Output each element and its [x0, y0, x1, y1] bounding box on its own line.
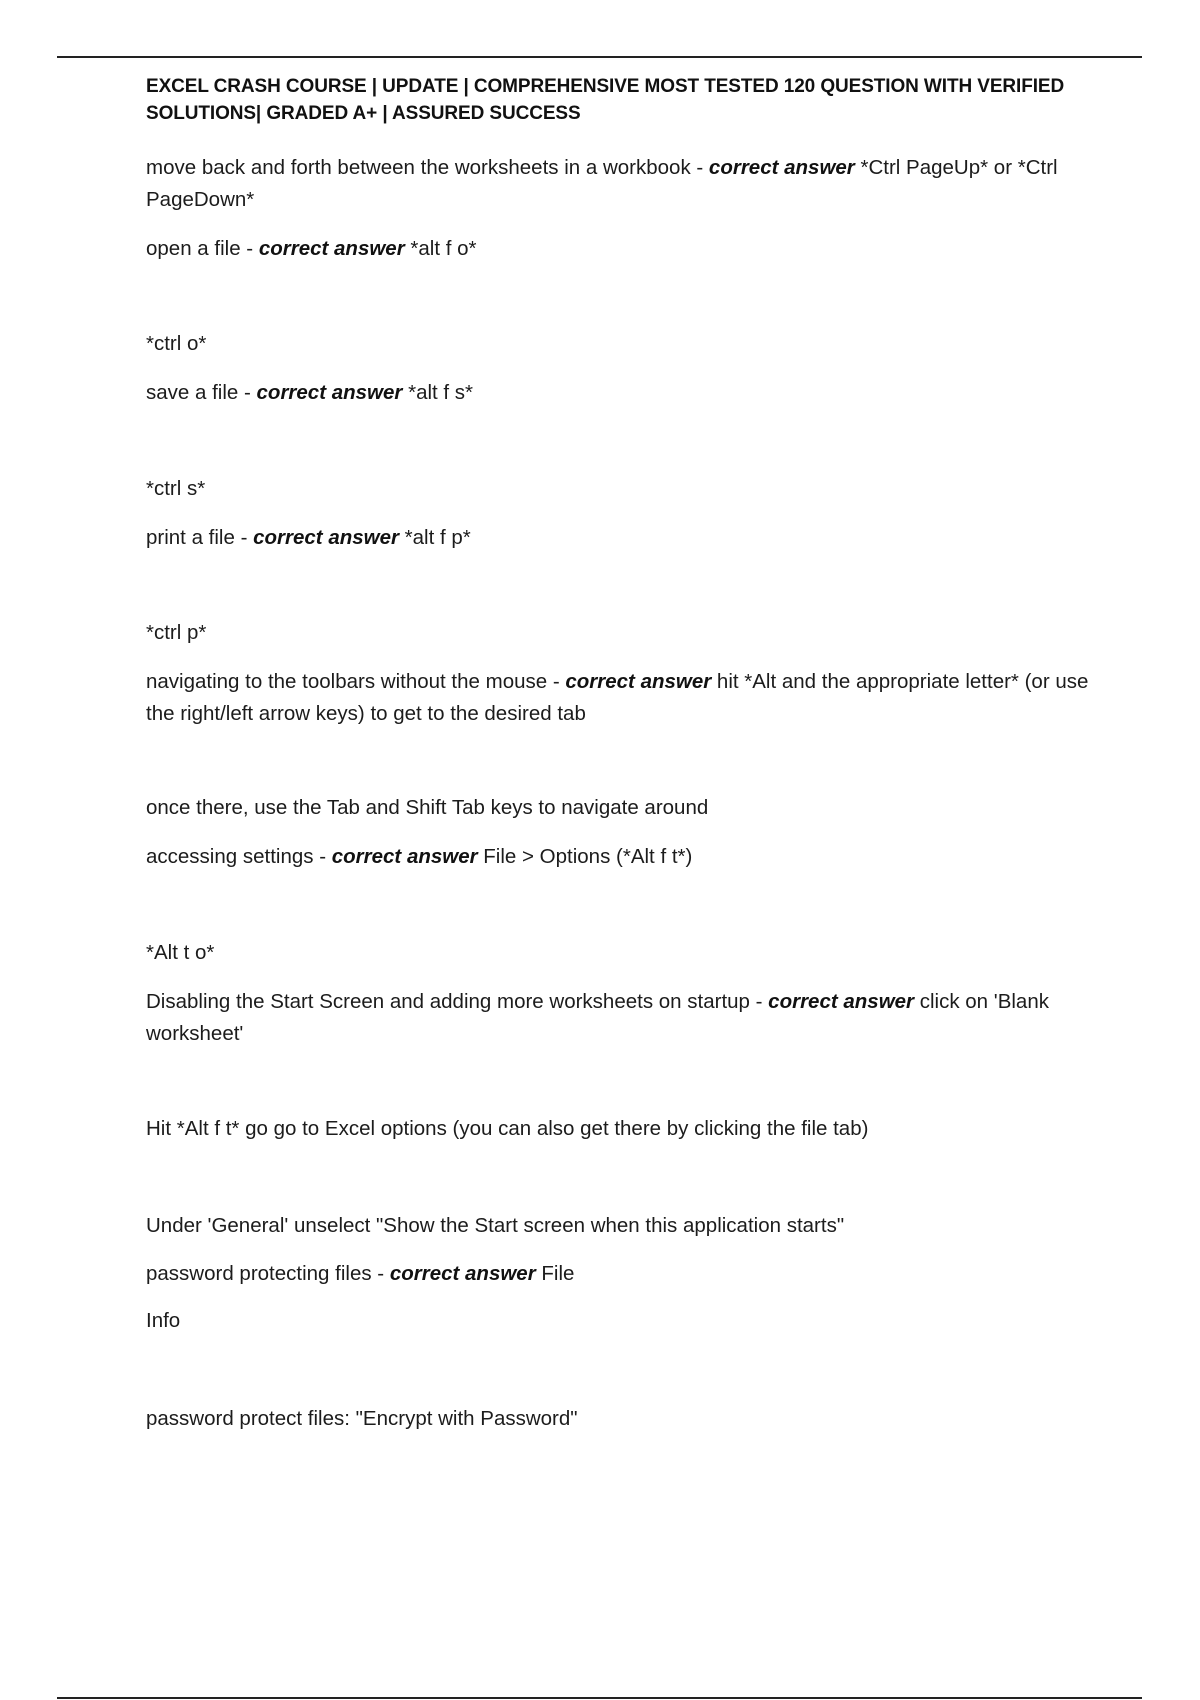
question-text: password protecting files -: [146, 1262, 390, 1285]
entry-password-protect: [146, 1258, 1106, 1290]
question-text: save a file -: [146, 381, 257, 404]
answer-continuation: *ctrl p*: [146, 621, 207, 644]
entry-disable-start-screen: [146, 986, 1106, 1050]
question-text: open a file -: [146, 237, 259, 260]
answer-text: *alt f s*: [402, 381, 474, 404]
top-rule: [57, 56, 1142, 58]
answer-continuation: *ctrl o*: [146, 332, 207, 355]
question-text: Disabling the Start Screen and adding more worksheets on startup -: [146, 990, 769, 1013]
correct-answer-label: correct answer: [331, 845, 478, 868]
question-text: print a file -: [146, 526, 254, 549]
answer-text: *Ctrl PageUp* or *Ctrl PageDown*: [146, 156, 1058, 211]
correct-answer-label: correct answer: [253, 526, 399, 549]
answer-text: *alt f o*: [404, 237, 477, 260]
entry-open-file: [146, 233, 1106, 265]
document-title: EXCEL CRASH COURSE | UPDATE | COMPREHENSIVE MOST TESTED 120 QUESTION WITH VERIFIED SOLUTIONS| GRADED A+ | ASSURED SUCCESS: [146, 76, 1065, 124]
answer-text: click on 'Blank worksheet': [146, 990, 1049, 1045]
answer-continuation: Under 'General' unselect "Show the Start screen when this application starts": [146, 1214, 845, 1237]
answer-continuation: once there, use the Tab and Shift Tab keys to navigate around: [146, 796, 709, 819]
correct-answer-label: correct answer: [708, 156, 855, 179]
answer-continuation: password protect files: "Encrypt with Password": [146, 1407, 578, 1430]
correct-answer-label: correct answer: [768, 990, 915, 1013]
answer-text: *alt f p*: [398, 526, 471, 549]
answer-continuation: Hit *Alt f t* go go to Excel options (you can also get there by clicking the file tab): [146, 1117, 869, 1140]
entry-print-file: [146, 522, 1106, 554]
question-text: move back and forth between the worksheets in a workbook -: [146, 156, 709, 179]
answer-text: hit *Alt and the appropriate letter* (or use the right/left arrow keys) to get to the desired tab: [146, 670, 1089, 725]
entry-navigate-toolbars: [146, 666, 1106, 730]
correct-answer-label: correct answer: [256, 381, 403, 404]
answer-continuation: *Alt t o*: [146, 941, 215, 964]
question-text: accessing settings -: [146, 845, 332, 868]
correct-answer-label: correct answer: [389, 1262, 536, 1285]
entry-accessing-settings: [146, 841, 1106, 873]
entry-save-file: [146, 377, 1106, 409]
entry-move-worksheets: [146, 152, 1106, 216]
answer-continuation: Info: [146, 1309, 181, 1332]
answer-continuation: *ctrl s*: [146, 477, 206, 500]
question-text: navigating to the toolbars without the mouse -: [146, 670, 566, 693]
bottom-rule: [57, 1697, 1142, 1699]
answer-text: File: [535, 1262, 575, 1285]
answer-text: File > Options (*Alt f t*): [477, 845, 693, 868]
correct-answer-label: correct answer: [258, 237, 405, 260]
correct-answer-label: correct answer: [565, 670, 712, 693]
